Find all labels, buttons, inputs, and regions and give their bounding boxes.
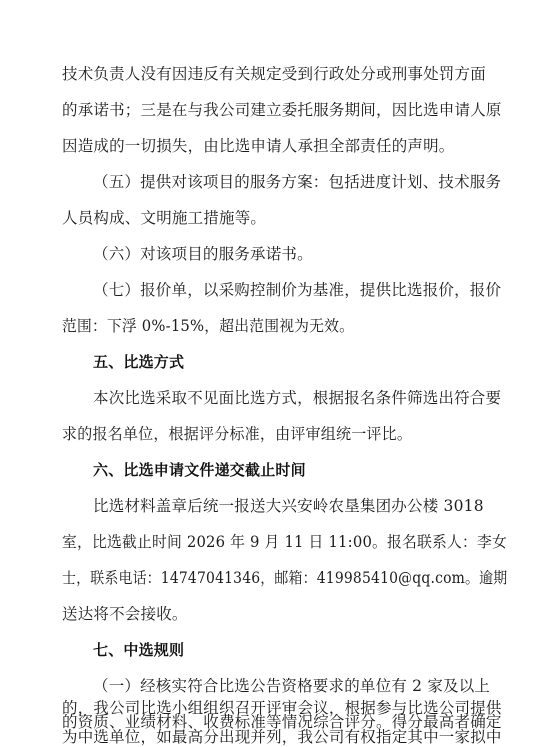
section-6-line-4: 送达将不会接收。 [62,605,188,623]
section-7-line-3: 的资质、业绩材料、收费标准等情况综合评分。得分最高者确定 [62,713,502,732]
section-6-line-3: 士，联系电话：14747041346，邮箱：419985410@qq.com。逾期 [62,569,508,587]
body-line-2: 的承诺书；三是在与我公司建立委托服务期间，因比选申请人原 [62,101,502,119]
body-line-3: 因造成的一切损失，由比选申请人承担全部责任的声明。 [62,137,455,155]
item-6-line: （六）对该项目的服务承诺书。 [93,245,313,263]
item-7-line-2: 范围：下浮 0%-15%，超出范围视为无效。 [62,317,355,335]
section-5-line-2: 求的报名单位，根据评分标准，由评审组统一评比。 [62,425,413,443]
body-line-1: 技术负责人没有因违反有关规定受到行政处分或刑事处罚方面 [62,65,486,83]
section-6-line-2: 室，比选截止时间 2026 年 9 月 11 日 11:00。报名联系人：李女 [62,533,507,551]
section-heading-7: 七、中选规则 [93,641,185,659]
section-7-line-4: 为中选单位，如最高分出现并列，我公司有权指定其中一家拟中 [62,728,502,746]
item-5-line-2: 人员构成、文明施工措施等。 [62,209,267,227]
section-7-line-2: 的，我公司比选小组组织召开评审会议，根据参与比选公司提供 [62,698,502,717]
item-7-line-1: （七）报价单，以采购控制价为基准，提供比选报价，报价 [93,281,502,299]
section-5-line-1: 本次比选采取不见面比选方式，根据报名条件筛选出符合要 [93,389,502,407]
section-heading-5: 五、比选方式 [93,353,185,371]
item-5-line-1: （五）提供对该项目的服务方案：包括进度计划、技术服务 [93,173,502,191]
section-6-line-1: 比选材料盖章后统一报送大兴安岭农垦集团办公楼 3018 [93,497,484,515]
section-heading-6: 六、比选申请文件递交截止时间 [93,461,306,479]
section-7-line-1: （一）经核实符合比选公告资格要求的单位有 2 家及以上 [93,677,491,695]
